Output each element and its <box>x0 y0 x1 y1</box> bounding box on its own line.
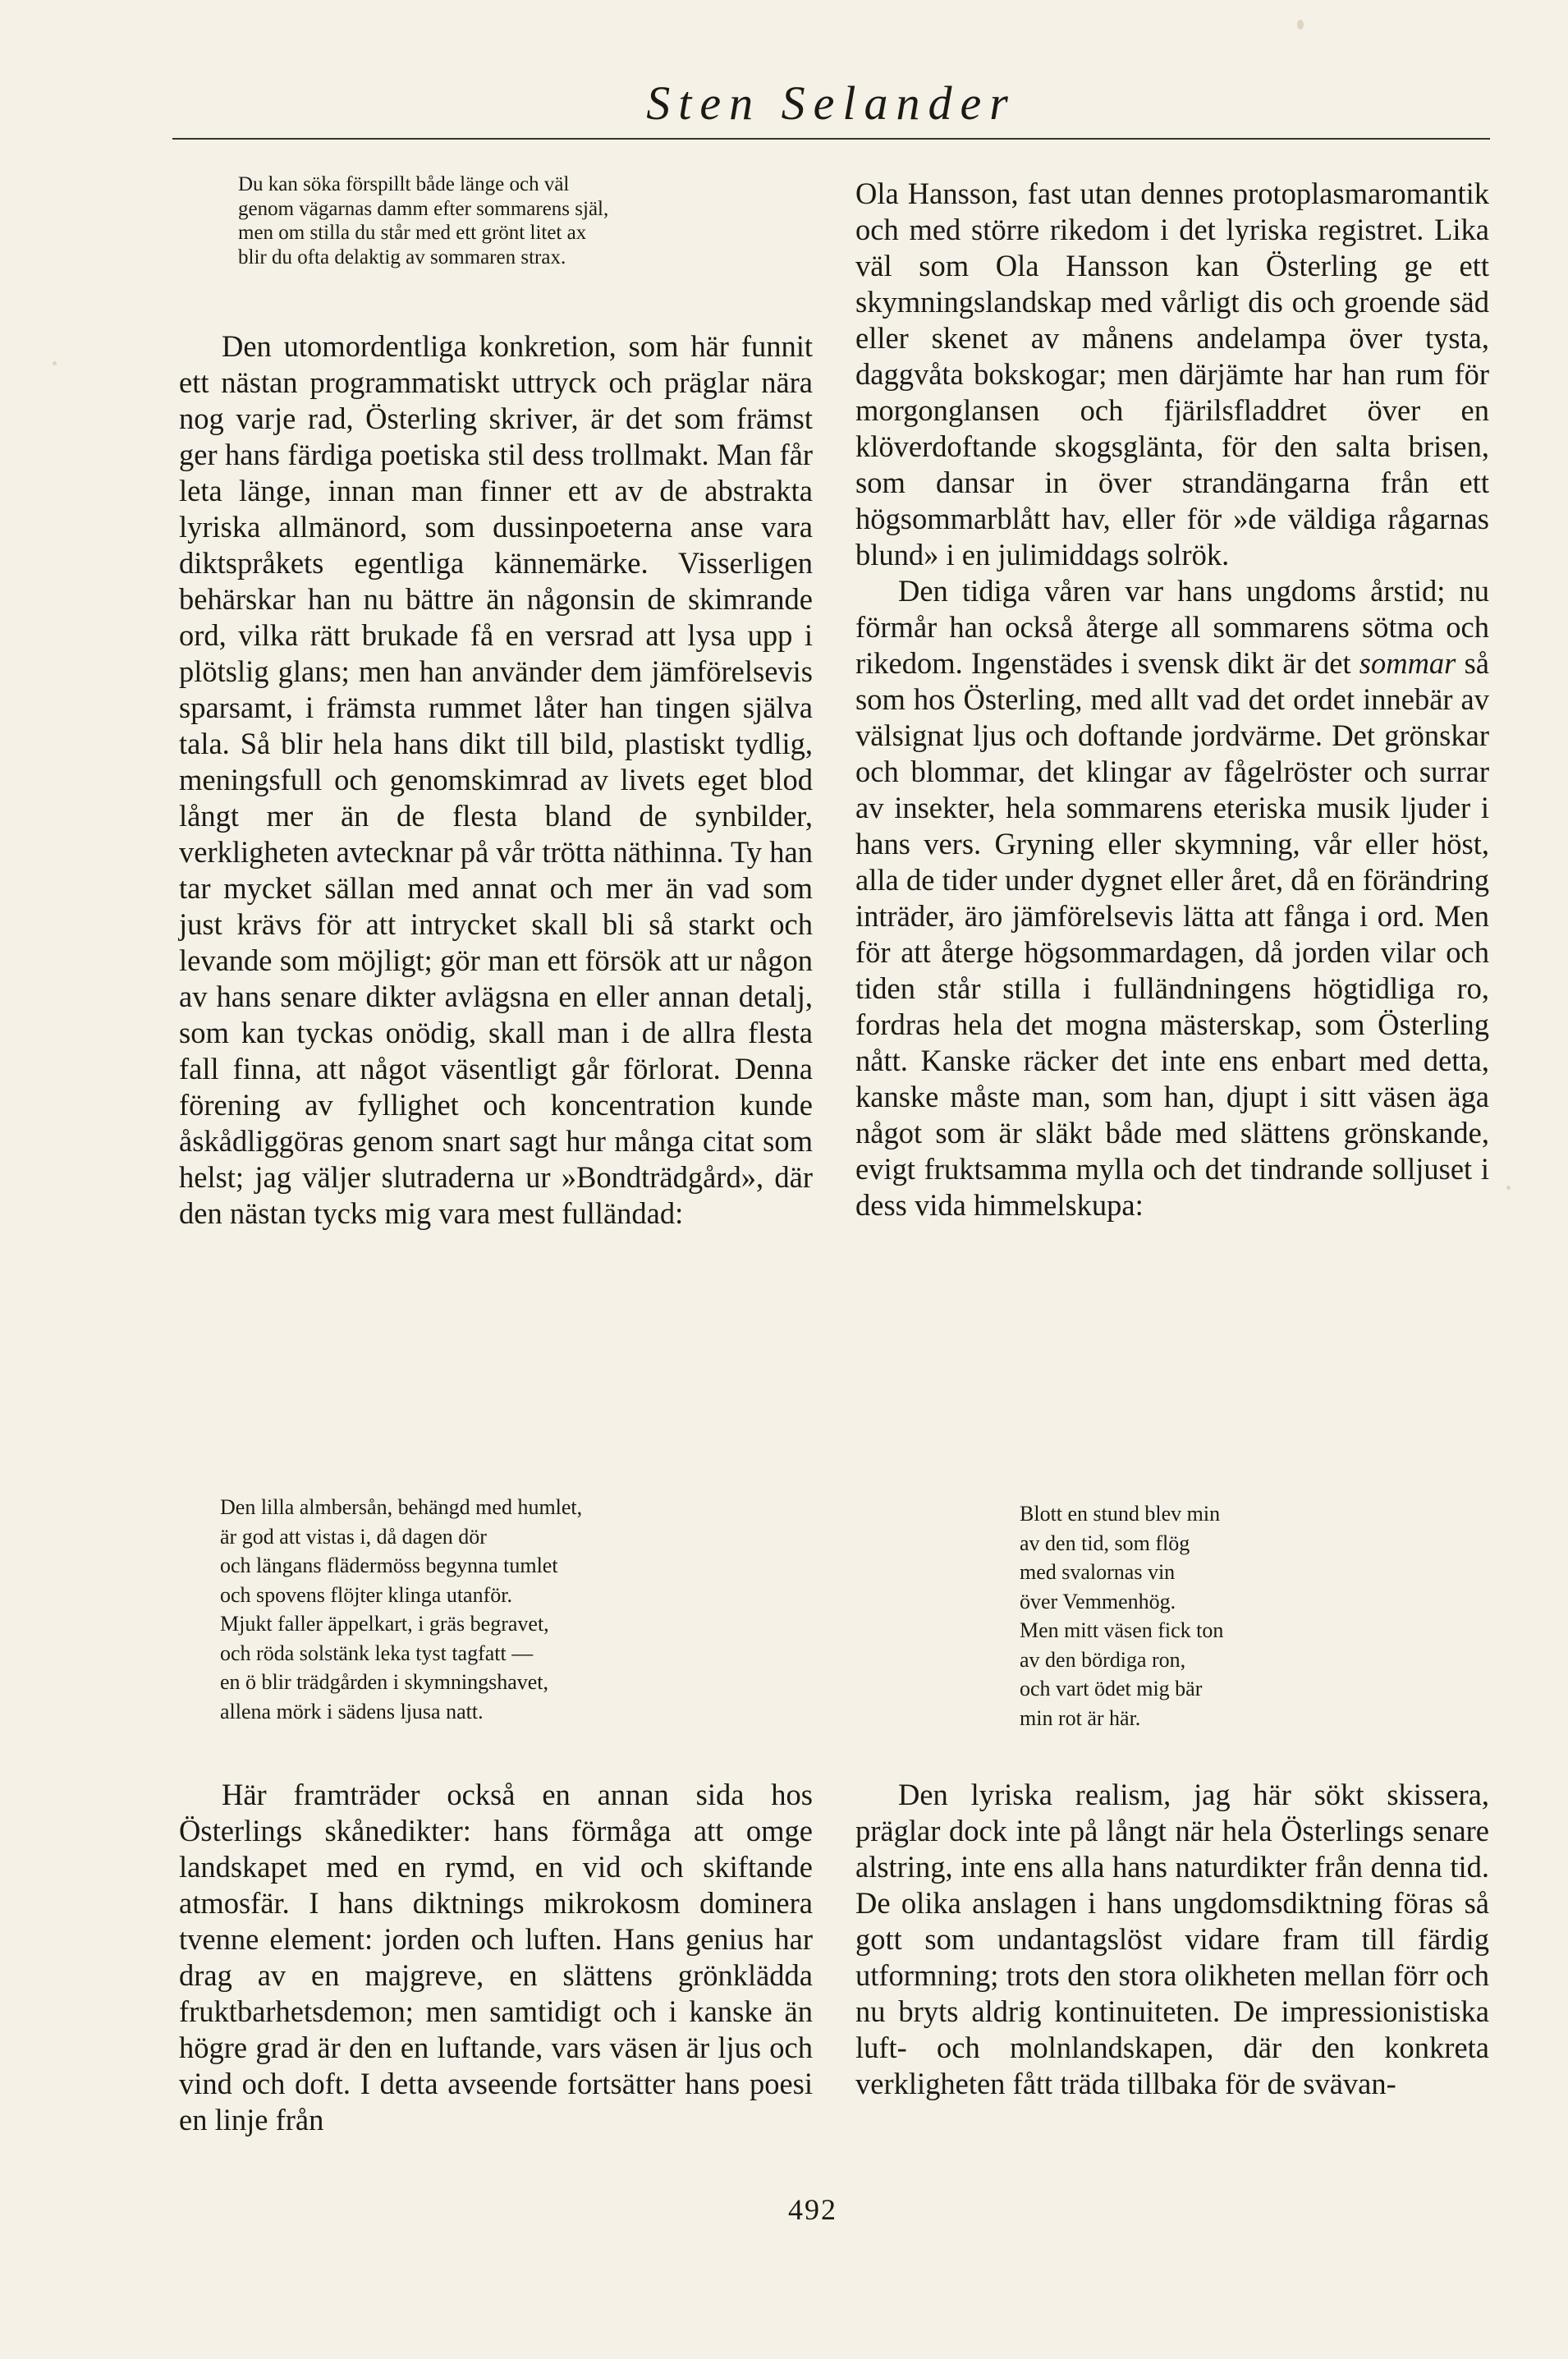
paper-spot <box>1297 20 1304 30</box>
paper-spot <box>1506 1186 1511 1190</box>
paragraph: Här framträder också en annan sida hos Österlings skånedikter: hans förmåga att omge landskapet med en rymd, en vid och skiftande atmosfär. I hans diktnings mikrokosm dominera tvenne element: jorden och luften. Hans genius har drag av en majgreve, en slättens grönklädda fruktbarhetsdemon; men samtidigt och i kanske än högre grad är den en luftande, vars väsen är ljus och vind och doft. I detta avseende fortsätter hans poesi en linje från <box>179 1778 813 2136</box>
paragraph: Ola Hansson, fast utan dennes protoplasmaromantik och med större rikedom i det lyriska registret. Lika väl som Ola Hansson kan Österling ge ett skymningslandskap med vårligt dis och groende säd eller skenet av månens andelampa över tysta, daggvåta bokskogar; men därjämte har han rum för morgonglansen och fjärilsfladdret över en klöverdoftande skogsglänta, för den salta brisen, som dansar in över strandängarna från ett högsommarblått hav, eller för »de väldiga rågarnas blund» i en julimiddags solrök. <box>855 177 1489 571</box>
paragraph-text: så som hos Österling, med allt vad det ordet innebär av välsignat ljus och doftande jordvärme. Det grönskar och blommar, det klingar av fågelröster och surrar av insekter, hela sommarens eteriska musik ljuder i hans vers. Gryning eller skymning, vår eller höst, alla de tider under dygnet eller året, då en förändring inträder, äro jämförelsevis lätta att fånga i ord. Men för att återge högsommardagen, då jorden vilar och tiden står stilla i fulländningens högtidliga ro, fordras hela det mogna mästerskap, som Österling nått. Kanske räcker det inte ens enbart med detta, kanske måste man, som han, djupt i sitt väsen äga något som är släkt både med slättens grönskande, evigt fruktsamma mylla och det tindrande solljuset i dess vida himmelskupa: <box>855 646 1490 1222</box>
left-column-paragraph-1 <box>179 328 813 1232</box>
running-header <box>172 64 1490 140</box>
verse-line: Blott en stund blev min <box>1020 1502 1221 1526</box>
left-column-paragraph-2 <box>179 1777 813 2138</box>
right-column-text <box>855 176 1489 1223</box>
paragraph: Den utomordentliga konkretion, som här funnit ett nästan programmatiskt uttryck och präglar nära nog varje rad, Österling skriver, är det som främst ger hans färdiga poetiska stil dess trollmakt. Man får leta länge, innan man finner ett av de abstrakta lyriska allmänord, som dussinpoeterna anse vara diktspråkets egentliga kännemärke. Visserligen behärskar han nu bättre än någonsin de skimrande ord, vilka rätt brukade få en versrad att lysa upp i plötslig glans; men han använder dem jämförelsevis sparsamt, i främsta rummet låter han tingen själva tala. Så blir hela hans dikt till bild, plastiskt tydlig, meningsfull och genomskimrad av livets eget blod långt mer än de flesta bland de synbilder, verkligheten avtecknar på vår trötta näthinna. Ty han tar mycket sällan med annat och mer än vad som just krävs för att intrycket skall bli så starkt och levande som möjligt; gör man ett försök att ur någon av hans senare dikter avlägsna en eller annan detalj, som kan tyckas onödig, skall man i de allra flesta fall finna, att något väsentligt går förlorat. Denna förening av fyllighet och koncentration kunde åskådliggöras genom snart sagt hur många citat som helst; jag väljer slutraderna ur »Bondträdgård», där den nästan tycks mig vara mest fulländad: <box>179 329 813 1230</box>
verse-line: och längans flädermöss begynna tumlet <box>220 1554 558 1577</box>
vemmenhog-verse <box>1020 1499 1447 1733</box>
paragraph <box>855 573 1489 1223</box>
verse-line: av den tid, som flög <box>1020 1531 1190 1555</box>
verse-line: och vart ödet mig bär <box>1020 1677 1203 1700</box>
verse-line: Den lilla almbersån, behängd med humlet, <box>220 1495 583 1519</box>
verse-line: Men mitt väsen fick ton <box>1020 1618 1224 1642</box>
verse-line: över Vemmenhög. <box>1020 1589 1176 1613</box>
paragraph-text: Den tidiga våren var hans ungdoms årstid; nu förmår han också återge all sommarens sötma och rikedom. Ingenstädes i svensk dikt är det <box>855 574 1489 680</box>
verse-line: men om stilla du står med ett grönt litet ax <box>238 222 587 244</box>
verse-line: min rot är här. <box>1020 1705 1141 1730</box>
verse-line: och röda solstänk leka tyst tagfatt — <box>220 1641 534 1665</box>
opening-verse <box>238 172 829 269</box>
header-title: Sten Selander <box>646 76 1016 130</box>
verse-line: allena mörk i sädens ljusa natt. <box>220 1699 484 1723</box>
verse-line: och spovens flöjter klinga utanför. <box>220 1582 512 1607</box>
paper-spot <box>53 361 57 365</box>
verse-line: är god att vistas i, då dagen dör <box>220 1524 487 1549</box>
verse-line: Mjukt faller äppelkart, i gräs begravet, <box>220 1612 549 1636</box>
verse-line: genom vägarnas damm efter sommarens själ, <box>238 197 609 220</box>
right-column-paragraph-3 <box>855 1777 1489 2102</box>
emphasis-word: sommar <box>1359 646 1456 680</box>
paragraph: Den lyriska realism, jag här sökt skissera, präglar dock inte på långt när hela Österlings senare alstring, inte ens alla hans naturdikter från denna tid. De olika anslagen i hans ungdomsdiktning föras så gott som undantagslöst vidare fram till färdig utformning; trots den stora olikheten mellan förr och nu bryts aldrig kontinuiteten. De impressionistiska luft- och molnlandskapen, där den konkreta verkligheten fått träda tillbaka för de svävan- <box>855 1778 1489 2100</box>
page-number: 492 <box>788 2193 837 2226</box>
verse-line: en ö blir trädgården i skymningshavet, <box>220 1670 549 1694</box>
verse-line: blir du ofta delaktig av sommaren strax. <box>238 246 566 268</box>
bondtradgard-verse <box>220 1493 811 1726</box>
verse-line: Du kan söka förspillt både länge och väl <box>238 173 570 195</box>
verse-line: med svalornas vin <box>1020 1560 1176 1584</box>
verse-line: av den bördiga ron, <box>1020 1647 1186 1672</box>
